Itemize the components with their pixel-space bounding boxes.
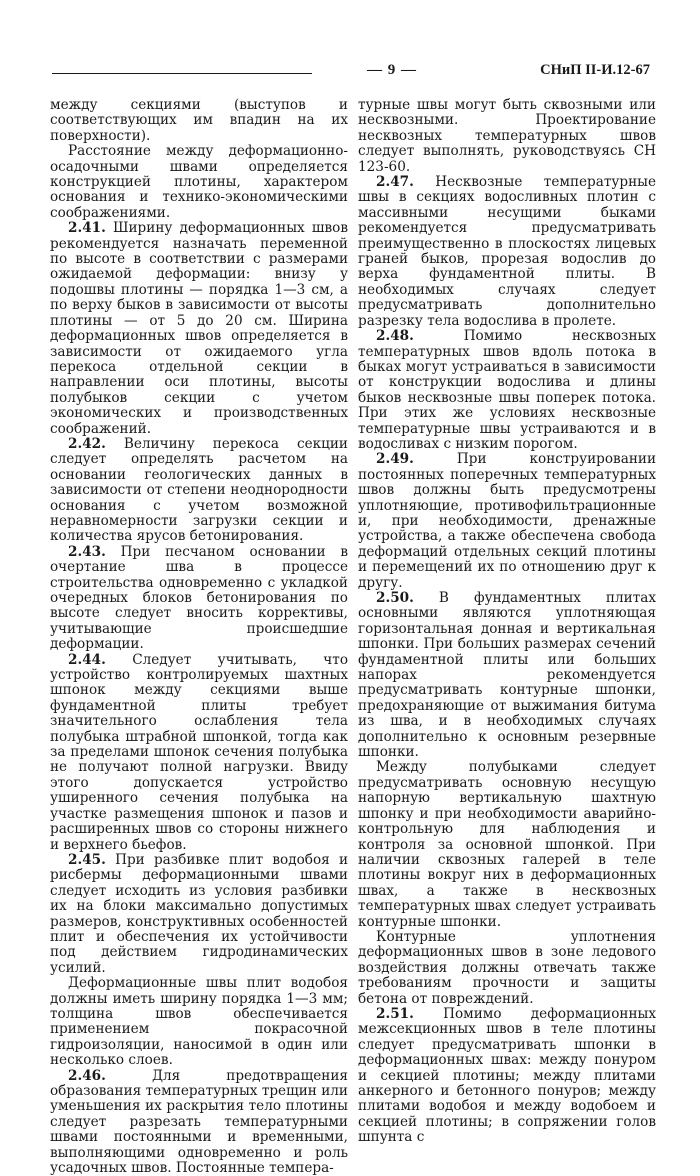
paragraph: Расстояние между деформационно-осадочными швами определяется конструкцией плотины, характером основания и технико-экономическими соображениями. bbox=[50, 143, 348, 221]
header-rule bbox=[52, 73, 312, 74]
document-code: СНиП II-И.12-67 bbox=[540, 62, 650, 78]
page-number: — 9 — bbox=[367, 62, 417, 78]
clause-2-46: 2.46. Для предотвращения образования температурных трещин или уменьшения их раскрытия тело плотины следует разрезать температурными швами постоянными и временными, выполняющими одновременно и роль усадочных швов. Постоянные темпера- bbox=[50, 1067, 348, 1176]
paragraph: Между полубыками следует предусматривать основную несущую напорную вертикальную шахтную шпонку и при необходимости аварийно-контрольную для наблюдения и контроля за основной шпонкой. При наличии сквозных галерей в теле плотины вокруг них в деформационных швах, а также в несквозных температурных швах следует устраивать контурные шпонки. bbox=[358, 759, 656, 930]
right-column bbox=[358, 98, 656, 1146]
clause-2-51: 2.51. Помимо деформационных межсекционных швов в теле плотины следует предусматривать шпонки в деформационных швах: между понуром и секцией плотины; между плитами анкерного и бетонного понуров; между плитами водобоя и между водобоем и секцией плотины; в сопряжении голов шпунта с bbox=[358, 1005, 657, 1146]
clause-2-44: 2.44. Следует учитывать, что устройство контролируемых шахтных шпонок между секциями выше фундаментной плиты требует значительного ослабления тела полубыка штрабной шпонкой, тогда как за пределами шпонок сечения полубыка не получают полной нагрузки. Ввиду этого допускается устройство уширенного сечения полубыка на участке размещения шпонок и пазов и расширенных швов со стороны нижнего и верхнего бьефов. bbox=[50, 651, 348, 853]
paragraph: Деформационные швы плит водобоя должны иметь ширину порядка 1—3 мм; толщина швов обеспечивается применением покрасочной гидроизоляции, наносимой в один или несколько слоев. bbox=[50, 975, 348, 1069]
clause-2-43: 2.43. При песчаном основании в очертание шва в процессе строительства одновременно с укладкой очередных блоков бетонирования по высоте следует вносить коррективы, учитывающие происшедшие деформации. bbox=[50, 543, 349, 653]
clause-2-47: 2.47. Несквозные температурные швы в секциях водосливных плотин с массивными несущими быками рекомендуется предусматривать преимущественно в плоскостях лицевых граней быков, прорезая водослив до верха фундаментной плиты. В необходимых случаях следует предусматривать дополнительно разрезку тела водослива в пролете. bbox=[358, 174, 656, 329]
clause-2-49: 2.49. При конструировании постоянных поперечных температурных швов должны быть предусмотрены уплотняющие, противофильтрационные и, при необходимости, дренажные устройства, а также обеспечена свобода деформаций отдельных секций плотины и перемещений их по отношению друг к другу. bbox=[358, 451, 656, 591]
paragraph: турные швы могут быть сквозными или несквозными. Проектирование несквозных температурных швов следует выполнять, руководствуясь СН 123-60. bbox=[358, 97, 656, 175]
page-header bbox=[52, 62, 650, 82]
paragraph: Контурные уплотнения деформационных швов в зоне ледового воздействия должны отвечать также требованиям прочности и защиты бетона от повреждений. bbox=[358, 928, 656, 1007]
paragraph: между секциями (выступов и соответствующих им впадин на их поверхности). bbox=[50, 97, 348, 144]
clause-2-45: 2.45. При разбивке плит водобоя и рисбермы деформационными швами следует исходить из условия разбивки их на блоки максимально допустимых размеров, конструктивных особенностей плит и обеспечения их устойчивости под действием гидродинамических усилий. bbox=[50, 851, 349, 976]
clause-2-48: 2.48. Помимо несквозных температурных швов вдоль потока в быках могут устраиваться в зависимости от конструкции водослива и длины быков несквозные швы поперек потока. При этих же условиях несквозные температурные швы устраиваются и в водосливах с низким порогом. bbox=[358, 328, 656, 452]
clause-2-41: 2.41. Ширину деформационных швов рекомендуется назначать переменной по высоте в соответствии с размерами ожидаемой деформации: внизу у подошвы плотины — порядка 1—3 см, а по верху быков в зависимости от высоты плотины — от 5 до 20 см. Ширина деформационных швов определяется в зависимости от ожидаемого угла перекоса отдельной секции в направлении оси плотины, высоты полубыков секции с учетом экономических и производственных соображений. bbox=[50, 220, 348, 437]
left-column bbox=[50, 98, 348, 1176]
clause-2-42: 2.42. Величину перекоса секции следует определять расчетом на основании геологических данных в зависимости от степени неоднородности основания с учетом возможной неравномерности загрузки секции и количества ярусов бетонирования. bbox=[50, 435, 348, 545]
clause-2-50: 2.50. В фундаментных плитах основными являются уплотняющая горизонтальная донная и вертикальная шпонки. При больших размерах сечений фундаментной плиты или больших напорах рекомендуется предусматривать контурные шпонки, предохраняющие от выжимания битума из шва, и в необходимых случаях дополнительно к основным резервные шпонки. bbox=[358, 590, 656, 761]
